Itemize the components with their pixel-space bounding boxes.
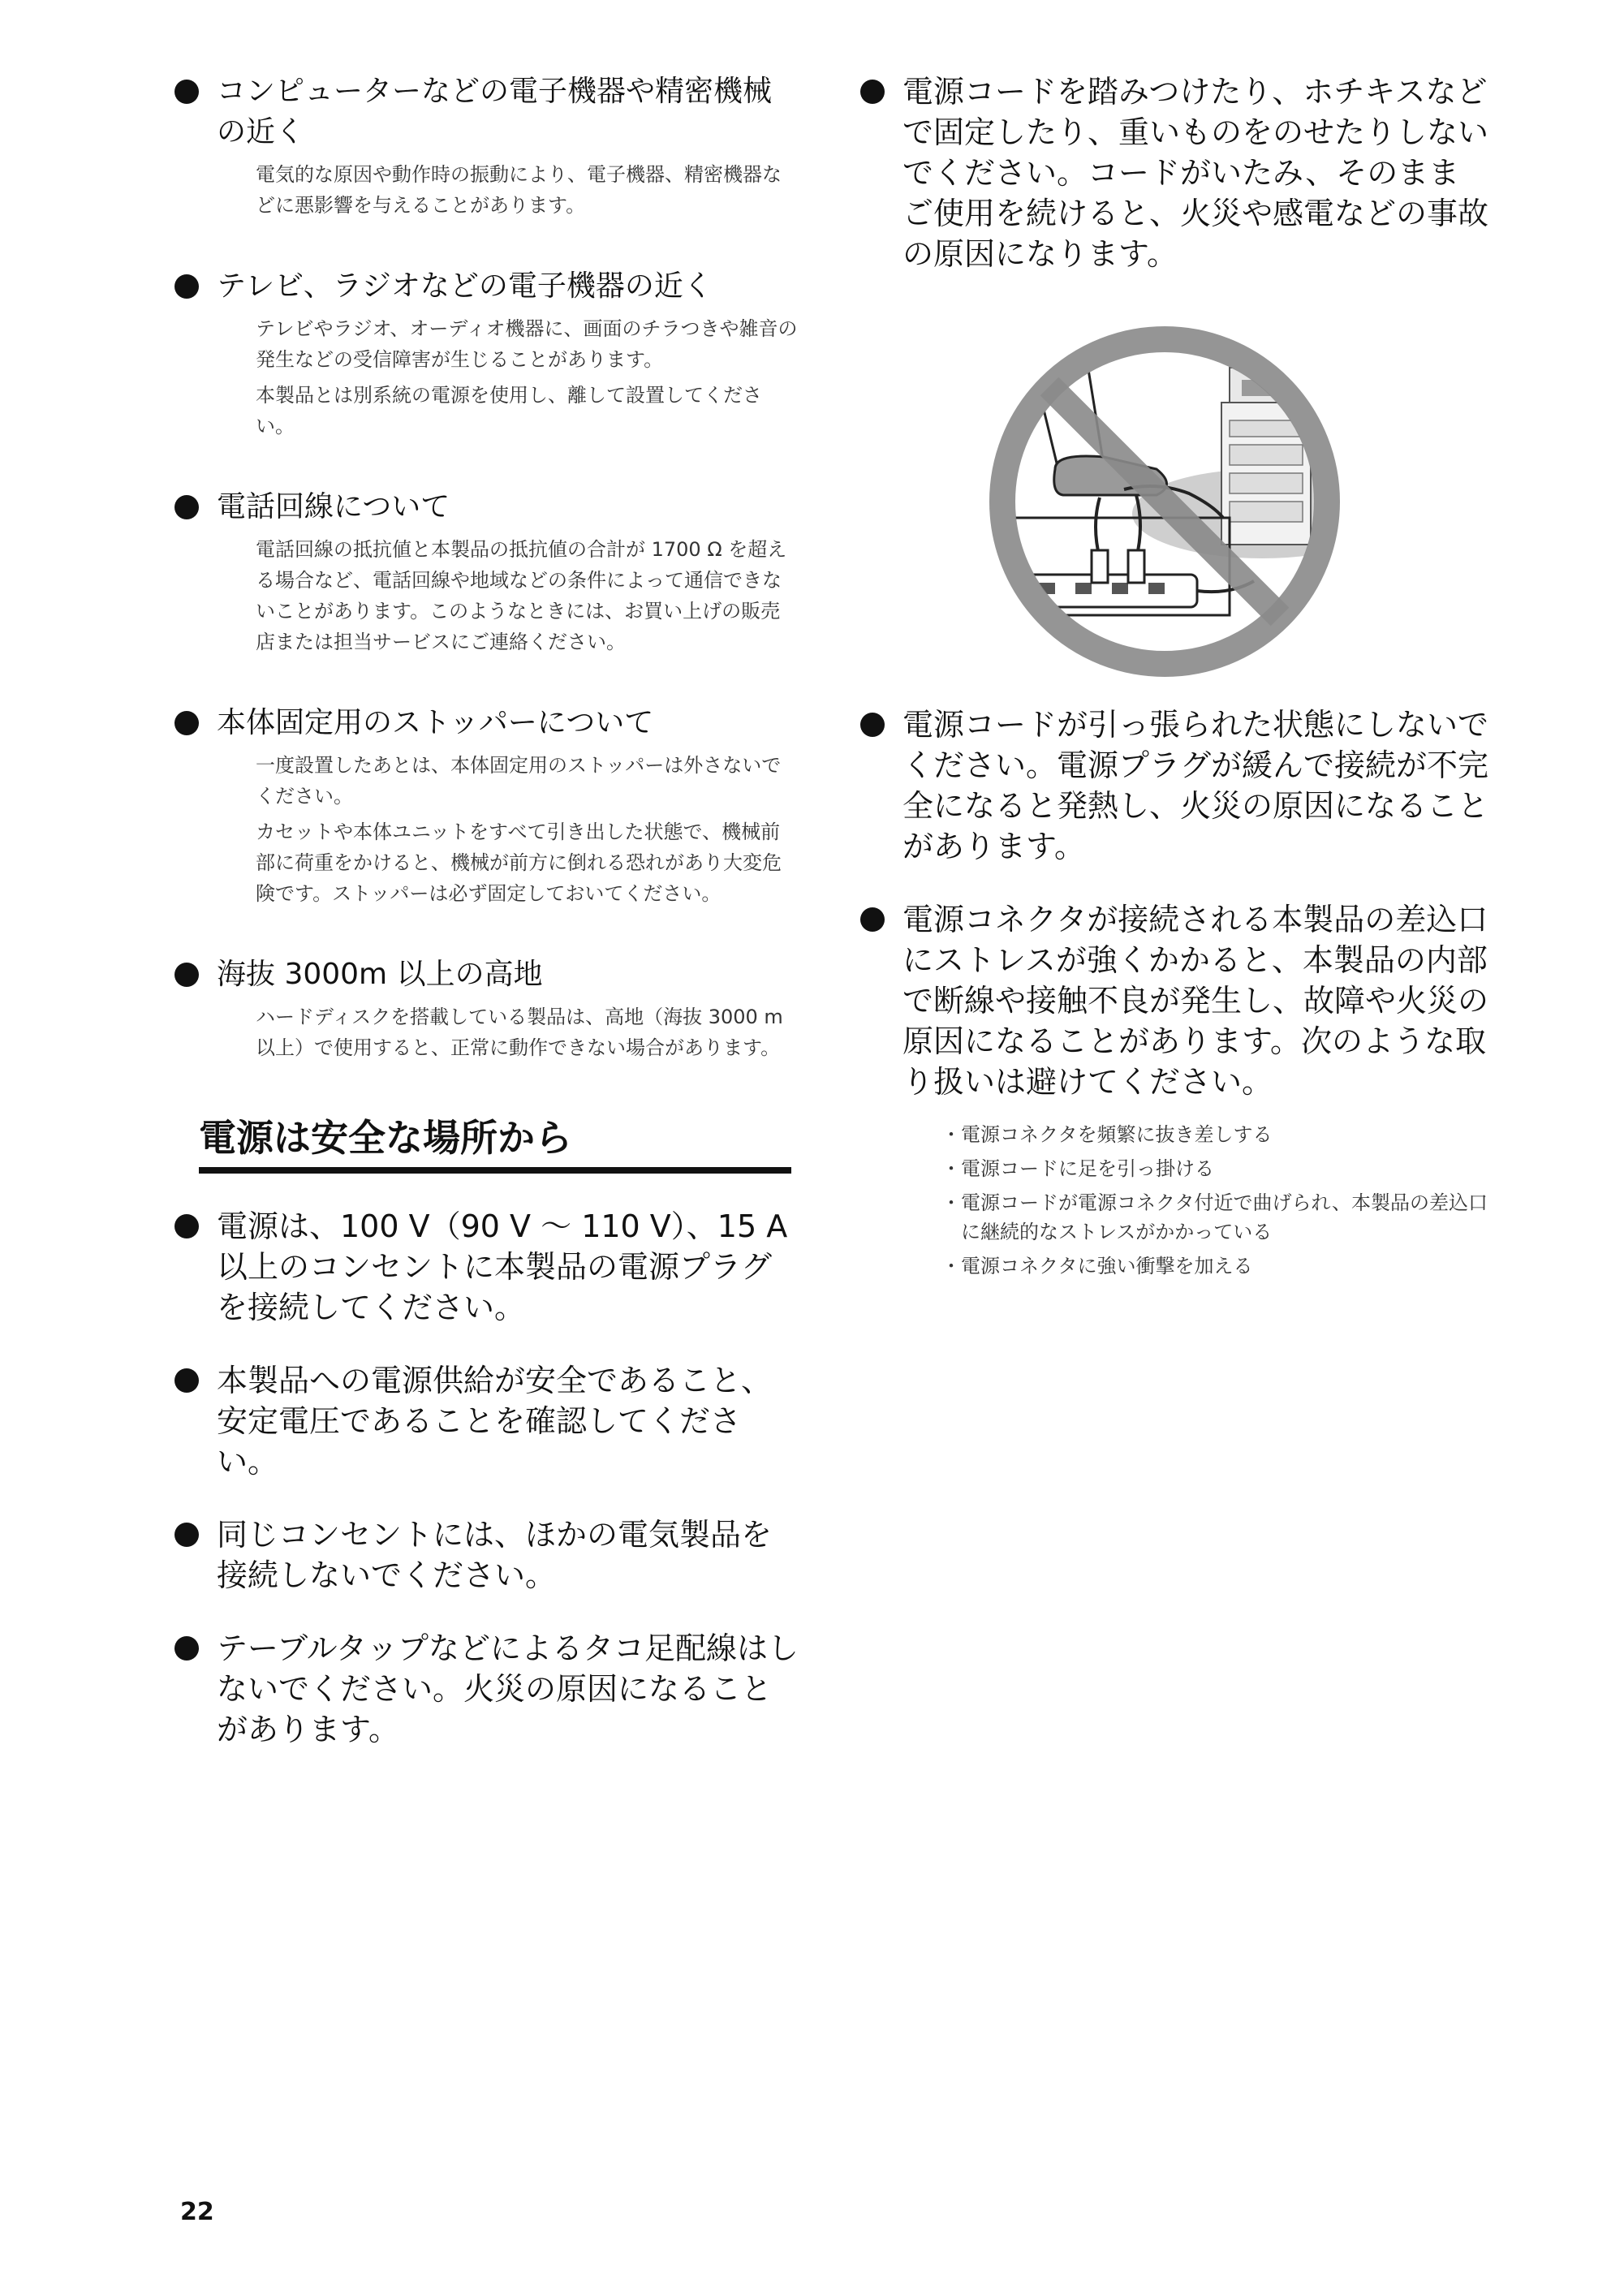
item-title: テレビ、ラジオなどの電子機器の近く bbox=[217, 269, 713, 303]
prohibition-stepping-on-cord-icon bbox=[962, 323, 1368, 680]
list-item bbox=[174, 1360, 799, 1482]
list-item bbox=[174, 266, 799, 442]
item-body bbox=[256, 750, 799, 909]
item-body bbox=[256, 159, 799, 221]
list-item bbox=[174, 487, 799, 657]
list-item bbox=[174, 703, 799, 909]
item-paragraph: 本製品とは別系統の電源を使用し、離して設置してください。 bbox=[256, 384, 762, 437]
sub-bullet-text: 電源コネクタを頻繁に抜き差しする bbox=[961, 1123, 1273, 1146]
bullet-icon bbox=[860, 907, 885, 932]
item-text: 電源コードが引っ張られた状態にしないでください。電源プラグが緩んで接続が不完全になると発熱し、火災の原因になることがあります。 bbox=[902, 707, 1489, 864]
sub-bullet-item bbox=[941, 1251, 1489, 1281]
bullet-icon bbox=[174, 711, 199, 735]
list-item bbox=[174, 71, 799, 221]
sub-bullet-mark: ・ bbox=[941, 1191, 961, 1214]
item-text: 本製品への電源供給が安全であること、安定電圧であることを確認してください。 bbox=[217, 1363, 773, 1480]
list-item bbox=[860, 704, 1489, 867]
section-heading: 電源は安全な場所から bbox=[199, 1109, 791, 1174]
bullet-icon bbox=[174, 495, 199, 519]
sub-bullet-list bbox=[941, 1120, 1489, 1281]
sub-bullet-mark: ・ bbox=[941, 1255, 961, 1277]
bullet-icon bbox=[860, 713, 885, 737]
bullet-icon bbox=[174, 1636, 199, 1661]
list-item bbox=[860, 899, 1489, 1102]
item-text: 電源コネクタが接続される本製品の差込口にストレスが強くかかると、本製品の内部で断線や接触不良が発生し、故障や火災の原因になることがあります。次のような取り扱いは避けてください。 bbox=[902, 902, 1489, 1100]
item-body bbox=[256, 1002, 799, 1063]
item-title: コンピューターなどの電子機器や精密機械の近く bbox=[217, 75, 773, 149]
sub-bullet-text: 電源コードに足を引っ掛ける bbox=[961, 1157, 1214, 1180]
item-paragraph: テレビやラジオ、オーディオ機器に、画面のチラつきや雑音の発生などの受信障害が生じることがあります。 bbox=[256, 317, 798, 371]
bullet-icon bbox=[174, 1523, 199, 1547]
page-number: 22 bbox=[180, 2198, 214, 2226]
sub-bullet-text: 電源コードが電源コネクタ付近で曲げられ、本製品の差込口に継続的なストレスがかかっている bbox=[961, 1191, 1488, 1243]
item-body bbox=[256, 534, 799, 657]
sub-bullet-item bbox=[941, 1154, 1489, 1183]
item-title: 海抜 3000m 以上の高地 bbox=[217, 958, 543, 991]
item-text: 電源は、100 V（90 V ～ 110 V）、15 A 以上のコンセントに本製品の電源プラグを接続してください。 bbox=[217, 1208, 788, 1325]
bullet-icon bbox=[174, 1368, 199, 1393]
left-column bbox=[174, 71, 799, 1782]
bullet-icon bbox=[174, 274, 199, 299]
item-title: 本体固定用のストッパーについて bbox=[217, 706, 654, 739]
bullet-icon bbox=[174, 963, 199, 987]
sub-bullet-mark: ・ bbox=[941, 1123, 961, 1146]
bullet-icon bbox=[174, 1214, 199, 1238]
list-item bbox=[174, 1628, 799, 1750]
list-item bbox=[174, 954, 799, 1063]
item-paragraph: カセットや本体ユニットをすべて引き出した状態で、機械前部に荷重をかけると、機械が前方に倒れる恐れがあり大変危険です。ストッパーは必ず固定しておいてください。 bbox=[256, 821, 782, 905]
bullet-icon bbox=[860, 80, 885, 104]
sub-bullet-text: 電源コネクタに強い衝撃を加える bbox=[961, 1255, 1253, 1277]
sub-bullet-item bbox=[941, 1188, 1489, 1247]
list-item bbox=[174, 1206, 799, 1328]
item-text: 電源コードを踏みつけたり、ホチキスなどで固定したり、重いものをのせたりしないでください。コードがいたみ、そのままご使用を続けると、火災や感電などの事故の原因になります。 bbox=[902, 74, 1489, 272]
right-column bbox=[860, 71, 1489, 1286]
list-item bbox=[174, 1514, 799, 1596]
item-text: 同じコンセントには、ほかの電気製品を接続しないでください。 bbox=[217, 1517, 773, 1593]
item-title: 電話回線について bbox=[217, 490, 450, 523]
item-paragraph: ハードディスクを搭載している製品は、高地（海抜 3000 m以上）で使用すると、正常に動作できない場合があります。 bbox=[256, 1006, 783, 1059]
item-body bbox=[256, 313, 799, 442]
item-paragraph: 電気的な原因や動作時の振動により、電子機器、精密機器などに悪影響を与えることがあります。 bbox=[256, 163, 782, 217]
sub-bullet-mark: ・ bbox=[941, 1157, 961, 1180]
item-paragraph: 電話回線の抵抗値と本製品の抵抗値の合計が 1700 Ω を超える場合など、電話回線や地域などの条件によって通信できないことがあります。このようなときには、お買い上げの販売店または担当サービスにご連絡ください。 bbox=[256, 538, 787, 653]
item-text: テーブルタップなどによるタコ足配線はしないでください。火災の原因になることがあります。 bbox=[217, 1630, 799, 1747]
bullet-icon bbox=[174, 80, 199, 104]
list-item bbox=[860, 71, 1489, 274]
item-paragraph: 一度設置したあとは、本体固定用のストッパーは外さないでください。 bbox=[256, 754, 782, 808]
sub-bullet-item bbox=[941, 1120, 1489, 1149]
